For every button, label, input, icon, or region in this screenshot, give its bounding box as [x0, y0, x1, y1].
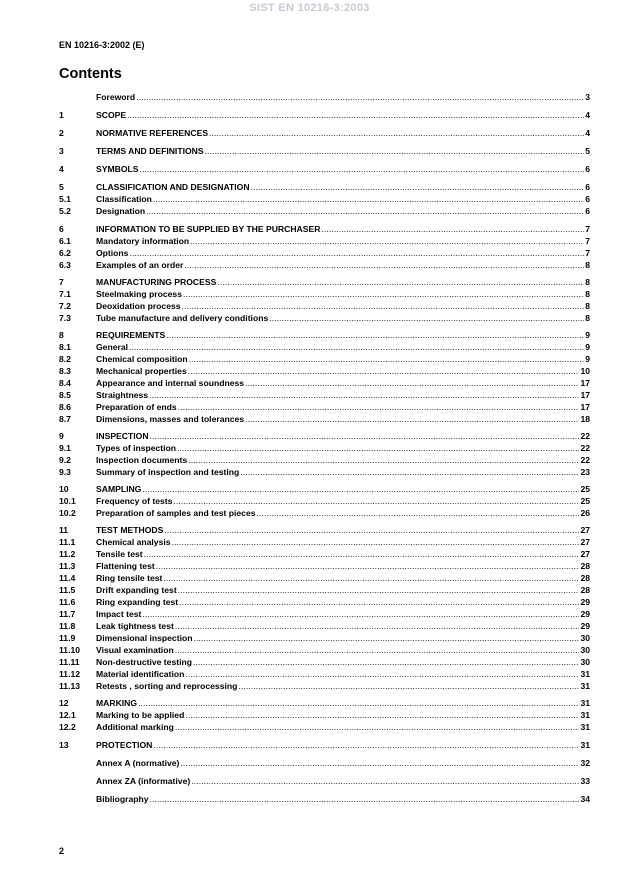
toc-dot-leader [155, 560, 580, 572]
toc-entry-title: Foreword [96, 92, 136, 102]
toc-entry-number: 3 [59, 146, 64, 156]
toc-dot-leader [165, 329, 584, 341]
toc-entry-page: 28 [580, 585, 590, 595]
toc-entry-page: 8 [585, 289, 590, 299]
toc-entry[interactable] [59, 507, 590, 519]
toc-entry-page: 3 [585, 92, 590, 102]
toc-entry[interactable] [59, 223, 590, 235]
toc-entry-title: Appearance and internal soundness [96, 378, 245, 388]
toc-entry-title: Leak tightness test [96, 621, 174, 631]
toc-entry-page: 7 [585, 248, 590, 258]
toc-entry-title: Classification [96, 194, 152, 204]
toc-dot-leader [172, 495, 579, 507]
toc-entry[interactable] [59, 91, 590, 103]
watermark: SIST EN 10216-3:2003 [249, 2, 370, 14]
toc-entry[interactable] [59, 401, 590, 413]
toc-entry-number: 10.2 [59, 508, 76, 518]
toc-dot-leader [126, 109, 584, 121]
toc-dot-leader [163, 524, 579, 536]
toc-dot-leader [178, 596, 579, 608]
toc-entry-title: Preparation of ends [96, 402, 177, 412]
toc-entry[interactable] [59, 127, 590, 139]
toc-dot-leader [244, 377, 579, 389]
toc-entry[interactable] [59, 608, 590, 620]
toc-entry-page: 29 [580, 597, 590, 607]
toc-entry-number: 11.5 [59, 585, 76, 595]
toc-entry-number: 11.9 [59, 633, 76, 643]
toc-entry-page: 4 [585, 128, 590, 138]
toc-entry[interactable] [59, 430, 590, 442]
toc-entry[interactable] [59, 181, 590, 193]
toc-dot-leader [188, 353, 585, 365]
toc-entry-title: Additional marking [96, 722, 174, 732]
toc-entry[interactable] [59, 584, 590, 596]
toc-entry[interactable] [59, 259, 590, 271]
toc-entry-number: 6.2 [59, 248, 71, 258]
toc-entry-page: 30 [580, 633, 590, 643]
toc-dot-leader [204, 145, 585, 157]
toc-entry-title: Annex ZA (informative) [96, 776, 191, 786]
toc-entry-title: SYMBOLS [96, 164, 139, 174]
toc-entry-page: 18 [580, 414, 590, 424]
toc-dot-leader [128, 341, 584, 353]
toc-entry-page: 6 [585, 194, 590, 204]
toc-entry[interactable] [59, 341, 590, 353]
toc-dot-leader [184, 709, 579, 721]
toc-dot-leader [128, 247, 584, 259]
toc-dot-leader [179, 757, 579, 769]
toc-dot-leader [171, 536, 580, 548]
toc-entry-page: 7 [585, 236, 590, 246]
toc-entry[interactable] [59, 572, 590, 584]
toc-entry-title: CLASSIFICATION AND DESIGNATION [96, 182, 250, 192]
toc-entry-title: MANUFACTURING PROCESS [96, 277, 217, 287]
toc-entry-number: 5 [59, 182, 64, 192]
toc-entry[interactable] [59, 644, 590, 656]
toc-entry-number: 11.8 [59, 621, 76, 631]
toc-entry-number: 12.1 [59, 710, 76, 720]
toc-entry-number: 6.3 [59, 260, 71, 270]
toc-entry-page: 33 [580, 776, 590, 786]
toc-entry-page: 31 [580, 740, 590, 750]
toc-entry-number: 9.3 [59, 467, 71, 477]
toc-entry[interactable] [59, 656, 590, 668]
toc-dot-leader [162, 572, 579, 584]
toc-entry-number: 7.2 [59, 301, 71, 311]
toc-entry-number: 11.12 [59, 669, 81, 679]
toc-entry[interactable] [59, 389, 590, 401]
toc-entry-title: SAMPLING [96, 484, 142, 494]
toc-entry-page: 27 [580, 537, 590, 547]
toc-entry[interactable] [59, 680, 590, 692]
toc-entry-page: 31 [580, 722, 590, 732]
toc-entry-page: 31 [580, 681, 590, 691]
toc-entry-page: 8 [585, 313, 590, 323]
toc-entry-title: REQUIREMENTS [96, 330, 166, 340]
toc-dot-leader [250, 181, 585, 193]
toc-entry-page: 7 [585, 224, 590, 234]
toc-entry[interactable] [59, 377, 590, 389]
toc-entry-number: 11.4 [59, 573, 76, 583]
toc-entry-number: 5.2 [59, 206, 71, 216]
toc-dot-leader [145, 205, 584, 217]
toc-dot-leader [192, 656, 579, 668]
toc-entry[interactable] [59, 524, 590, 536]
toc-entry-number: 7 [59, 277, 64, 287]
toc-dot-leader [239, 466, 579, 478]
toc-entry[interactable] [59, 300, 590, 312]
toc-entry-title: Material identification [96, 669, 185, 679]
toc-entry-title: Inspection documents [96, 455, 188, 465]
toc-entry[interactable] [59, 793, 590, 805]
toc-dot-leader [187, 365, 580, 377]
toc-entry[interactable] [59, 548, 590, 560]
toc-dot-leader [143, 548, 580, 560]
toc-dot-leader [174, 644, 580, 656]
toc-entry-page: 9 [585, 354, 590, 364]
toc-entry-number: 6.1 [59, 236, 71, 246]
toc-entry-title: INSPECTION [96, 431, 149, 441]
toc-entry-title: Dimensional inspection [96, 633, 193, 643]
toc-entry-page: 32 [580, 758, 590, 768]
toc-entry[interactable] [59, 193, 590, 205]
toc-entry-title: Mechanical properties [96, 366, 187, 376]
toc-entry-number: 8.2 [59, 354, 71, 364]
toc-entry-number: 11.2 [59, 549, 76, 559]
toc-entry[interactable] [59, 205, 590, 217]
toc-entry-title: Non-destructive testing [96, 657, 192, 667]
toc-entry-number: 9 [59, 431, 64, 441]
toc-entry[interactable] [59, 288, 590, 300]
toc-entry-title: TERMS AND DEFINITIONS [96, 146, 204, 156]
toc-entry-title: Impact test [96, 609, 142, 619]
toc-entry-page: 5 [585, 146, 590, 156]
toc-entry-title: Bibliography [96, 794, 149, 804]
toc-dot-leader [189, 235, 584, 247]
toc-entry-number: 11.7 [59, 609, 76, 619]
toc-entry-number: 10 [59, 484, 69, 494]
toc-dot-leader [184, 668, 579, 680]
toc-entry-page: 27 [580, 549, 590, 559]
toc-dot-leader [149, 793, 580, 805]
toc-entry-page: 4 [585, 110, 590, 120]
toc-entry-title: MARKING [96, 698, 138, 708]
toc-entry-title: Visual examination [96, 645, 174, 655]
toc-entry-number: 13 [59, 740, 69, 750]
toc-entry[interactable] [59, 276, 590, 288]
toc-entry-number: 9.2 [59, 455, 71, 465]
table-of-contents [59, 91, 590, 805]
toc-dot-leader [135, 91, 584, 103]
toc-dot-leader [152, 739, 579, 751]
toc-dot-leader [177, 584, 580, 596]
toc-dot-leader [139, 163, 585, 175]
toc-entry-title: Tube manufacture and delivery conditions [96, 313, 269, 323]
toc-entry-number: 11.11 [59, 657, 80, 667]
toc-dot-leader [174, 721, 580, 733]
toc-entry-number: 8.5 [59, 390, 71, 400]
toc-entry-number: 8.6 [59, 402, 71, 412]
toc-dot-leader [137, 697, 579, 709]
toc-entry[interactable] [59, 596, 590, 608]
toc-entry-number: 8.3 [59, 366, 71, 376]
toc-entry[interactable] [59, 442, 590, 454]
page-number: 2 [59, 846, 65, 856]
toc-dot-leader [148, 389, 579, 401]
toc-dot-leader [190, 775, 579, 787]
toc-entry-number: 11.6 [59, 597, 76, 607]
toc-entry-page: 6 [585, 164, 590, 174]
toc-entry[interactable] [59, 536, 590, 548]
toc-entry-title: Deoxidation process [96, 301, 181, 311]
toc-entry-page: 8 [585, 277, 590, 287]
toc-entry-page: 9 [585, 342, 590, 352]
document-id: EN 10216-3:2002 (E) [59, 40, 145, 50]
toc-entry[interactable] [59, 739, 590, 751]
toc-entry-title: Drift expanding test [96, 585, 177, 595]
toc-entry[interactable] [59, 145, 590, 157]
toc-entry-number: 7.3 [59, 313, 71, 323]
toc-entry[interactable] [59, 495, 590, 507]
toc-entry-number: 8.7 [59, 414, 71, 424]
toc-entry[interactable] [59, 632, 590, 644]
toc-entry[interactable] [59, 483, 590, 495]
toc-entry[interactable] [59, 697, 590, 709]
toc-dot-leader [182, 288, 584, 300]
toc-entry-title: Annex A (normative) [96, 758, 180, 768]
toc-entry-page: 31 [580, 698, 590, 708]
toc-entry[interactable] [59, 466, 590, 478]
toc-entry-title: Flattening test [96, 561, 155, 571]
toc-entry-title: Frequency of tests [96, 496, 173, 506]
toc-entry-page: 31 [580, 669, 590, 679]
toc-entry-number: 11.3 [59, 561, 76, 571]
toc-entry-title: TEST METHODS [96, 525, 164, 535]
toc-entry-title: Ring expanding test [96, 597, 179, 607]
toc-dot-leader [183, 259, 584, 271]
toc-entry-title: PROTECTION [96, 740, 153, 750]
toc-entry-page: 22 [580, 443, 590, 453]
toc-entry-page: 6 [585, 206, 590, 216]
toc-dot-leader [177, 401, 580, 413]
toc-entry-page: 25 [580, 484, 590, 494]
toc-entry[interactable] [59, 247, 590, 259]
toc-entry-page: 28 [580, 573, 590, 583]
toc-entry-page: 30 [580, 645, 590, 655]
toc-entry-number: 12 [59, 698, 69, 708]
page-title: Contents [59, 66, 122, 82]
toc-entry-number: 8.1 [59, 342, 71, 352]
toc-entry[interactable] [59, 775, 590, 787]
toc-entry[interactable] [59, 560, 590, 572]
toc-entry-page: 22 [580, 431, 590, 441]
toc-entry-number: 11.10 [59, 645, 81, 655]
toc-entry-title: NORMATIVE REFERENCES [96, 128, 209, 138]
toc-dot-leader [237, 680, 579, 692]
toc-entry-number: 9.1 [59, 443, 71, 453]
toc-dot-leader [208, 127, 584, 139]
toc-entry-number: 8 [59, 330, 64, 340]
toc-dot-leader [268, 312, 584, 324]
toc-dot-leader [176, 442, 579, 454]
toc-dot-leader [174, 620, 580, 632]
toc-entry-title: Dimensions, masses and tolerances [96, 414, 245, 424]
toc-entry[interactable] [59, 312, 590, 324]
toc-entry-number: 4 [59, 164, 64, 174]
toc-dot-leader [216, 276, 584, 288]
toc-entry[interactable] [59, 709, 590, 721]
toc-entry-page: 9 [585, 330, 590, 340]
toc-dot-leader [244, 413, 579, 425]
toc-entry-title: Chemical analysis [96, 537, 171, 547]
toc-entry[interactable] [59, 235, 590, 247]
toc-entry-title: Preparation of samples and test pieces [96, 508, 256, 518]
toc-entry-title: INFORMATION TO BE SUPPLIED BY THE PURCHASER [96, 224, 321, 234]
toc-entry[interactable] [59, 365, 590, 377]
toc-dot-leader [256, 507, 580, 519]
toc-entry-title: Steelmaking process [96, 289, 182, 299]
toc-entry[interactable] [59, 721, 590, 733]
toc-entry-title: Marking to be applied [96, 710, 185, 720]
toc-dot-leader [187, 454, 579, 466]
toc-entry-title: Summary of inspection and testing [96, 467, 240, 477]
toc-dot-leader [152, 193, 584, 205]
toc-dot-leader [141, 483, 579, 495]
toc-entry-title: SCOPE [96, 110, 127, 120]
toc-entry-page: 22 [580, 455, 590, 465]
toc-entry-title: Options [96, 248, 129, 258]
toc-entry-title: Retests , sorting and reprocessing [96, 681, 238, 691]
toc-entry[interactable] [59, 163, 590, 175]
toc-entry-title: Examples of an order [96, 260, 184, 270]
toc-dot-leader [181, 300, 585, 312]
toc-entry-number: 12.2 [59, 722, 76, 732]
toc-entry[interactable] [59, 757, 590, 769]
toc-entry-page: 8 [585, 301, 590, 311]
toc-entry-number: 11.1 [59, 537, 76, 547]
toc-entry-page: 28 [580, 561, 590, 571]
toc-dot-leader [192, 632, 579, 644]
toc-entry-title: Types of inspection [96, 443, 177, 453]
toc-entry-page: 17 [580, 402, 590, 412]
toc-entry-title: Ring tensile test [96, 573, 163, 583]
toc-entry-page: 31 [580, 710, 590, 720]
toc-entry-page: 34 [580, 794, 590, 804]
toc-entry-page: 17 [580, 390, 590, 400]
toc-entry[interactable] [59, 329, 590, 341]
toc-entry-title: Tensile test [96, 549, 143, 559]
toc-entry-page: 27 [580, 525, 590, 535]
toc-dot-leader [320, 223, 584, 235]
toc-entry-page: 26 [580, 508, 590, 518]
toc-entry-number: 5.1 [59, 194, 71, 204]
toc-entry-page: 25 [580, 496, 590, 506]
toc-entry-page: 23 [580, 467, 590, 477]
toc-entry-title: Straightness [96, 390, 149, 400]
toc-entry-number: 6 [59, 224, 64, 234]
toc-entry-page: 6 [585, 182, 590, 192]
toc-entry-title: Mandatory information [96, 236, 190, 246]
toc-entry-number: 10.1 [59, 496, 76, 506]
toc-entry[interactable] [59, 413, 590, 425]
toc-entry-number: 1 [59, 110, 64, 120]
toc-entry[interactable] [59, 620, 590, 632]
toc-entry-page: 29 [580, 609, 590, 619]
toc-entry[interactable] [59, 668, 590, 680]
toc-entry[interactable] [59, 353, 590, 365]
toc-entry-title: Chemical composition [96, 354, 188, 364]
toc-entry-page: 17 [580, 378, 590, 388]
toc-entry-number: 11.13 [59, 681, 81, 691]
toc-entry-page: 29 [580, 621, 590, 631]
toc-entry-title: Designation [96, 206, 146, 216]
toc-entry-number: 7.1 [59, 289, 71, 299]
toc-entry-page: 8 [585, 260, 590, 270]
toc-entry-number: 2 [59, 128, 64, 138]
toc-entry[interactable] [59, 454, 590, 466]
toc-entry-number: 11 [59, 525, 69, 535]
toc-entry-page: 30 [580, 657, 590, 667]
toc-dot-leader [149, 430, 580, 442]
toc-dot-leader [141, 608, 579, 620]
toc-entry-page: 10 [580, 366, 590, 376]
toc-entry-title: General [96, 342, 129, 352]
toc-entry[interactable] [59, 109, 590, 121]
toc-entry-number: 8.4 [59, 378, 71, 388]
